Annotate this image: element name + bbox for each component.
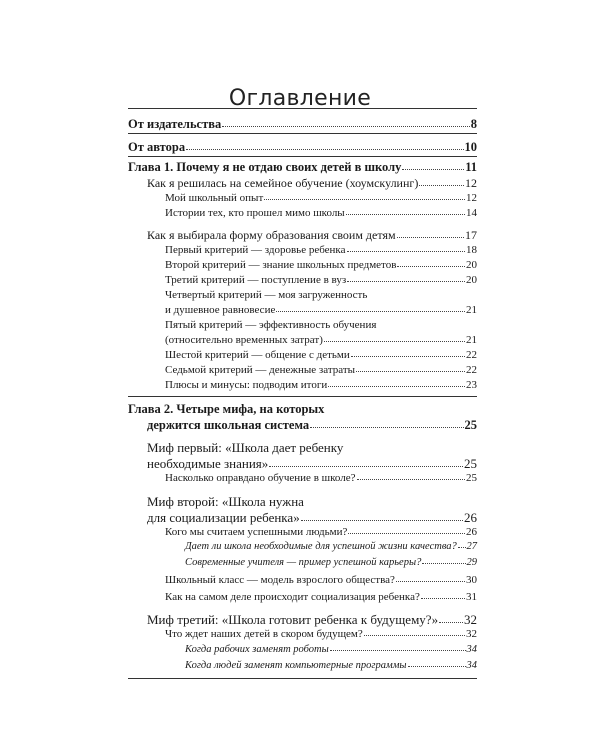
dot-leader — [364, 634, 465, 636]
toc-label: Современные учителя — пример успешной карьеры? — [185, 557, 422, 568]
toc-page-number: 29 — [466, 557, 477, 568]
toc-entry-myth — [147, 511, 477, 524]
dot-leader — [301, 519, 463, 521]
toc-page-number: 12 — [465, 176, 477, 190]
toc-page-number: 31 — [466, 591, 477, 603]
toc-label: Второй критерий — знание школьных предметов — [165, 259, 397, 271]
dot-leader — [397, 265, 465, 267]
toc-label: Глава 1. Почему я не отдаю своих детей в школу — [128, 160, 402, 174]
page-title: Оглавление — [228, 86, 372, 111]
toc-entry-section — [165, 575, 477, 586]
bottom-rule — [128, 678, 477, 679]
toc-page-number: 26 — [464, 510, 477, 525]
toc-entry-subsection — [165, 380, 477, 391]
toc-entry-chapter-2 — [147, 419, 477, 432]
toc-page-number: 14 — [466, 207, 477, 219]
toc-label: Седьмой критерий — денежные затраты — [165, 364, 356, 376]
toc-entry-subsection — [165, 208, 477, 219]
toc-entry-publisher — [128, 118, 477, 131]
dot-leader — [346, 213, 465, 215]
dot-leader — [348, 532, 465, 534]
toc-entry-section — [165, 592, 477, 603]
toc-page-number: 10 — [464, 140, 477, 154]
dot-leader — [421, 597, 465, 599]
toc-label: Истории тех, кто прошел мимо школы — [165, 207, 345, 219]
toc-entry-chapter-1 — [128, 161, 477, 174]
toc-entry-subsection — [165, 275, 477, 286]
toc-page-number: 8 — [470, 117, 477, 131]
dot-leader — [356, 370, 465, 372]
toc-entry-line: Пятый критерий — эффективность обучения — [165, 319, 377, 331]
dot-leader — [402, 168, 464, 170]
toc-entry-line: Миф второй: «Школа нужна — [147, 494, 304, 509]
toc-entry-subsection — [185, 542, 477, 553]
dot-leader — [186, 148, 463, 150]
toc-page-number: 30 — [466, 574, 477, 586]
toc-page-number: 12 — [466, 192, 477, 204]
toc-entry-subsection — [165, 305, 477, 316]
dot-leader — [397, 236, 464, 238]
toc-entry-section — [165, 629, 477, 640]
dot-leader — [408, 665, 466, 667]
toc-label: Кого мы считаем успешными людьми? — [165, 526, 348, 538]
dot-leader — [222, 125, 470, 127]
dot-leader — [357, 478, 465, 480]
toc-page-number: 22 — [466, 364, 477, 376]
toc-entry-subsection — [165, 365, 477, 376]
section-rule — [128, 133, 477, 134]
toc-entry-subsection — [165, 193, 477, 204]
toc-entry-section — [165, 527, 477, 538]
toc-label: Миф третий: «Школа готовит ребенка к будущему?» — [147, 612, 439, 627]
toc-label: От автора — [128, 140, 186, 154]
toc-page-number: 32 — [466, 628, 477, 640]
toc-entry-section — [147, 177, 477, 189]
toc-page-number: 21 — [466, 304, 477, 316]
toc-label: Дает ли школа необходимые для успешной жизни качества? — [185, 541, 457, 552]
dot-leader — [276, 310, 465, 312]
toc-entry-line: Четвертый критерий — моя загруженность — [165, 289, 368, 301]
toc-entry-section — [165, 473, 477, 484]
toc-page-number: 25 — [464, 456, 477, 471]
dot-leader — [347, 250, 466, 252]
toc-label: Как я выбирала форму образования своим детям — [147, 228, 396, 242]
dot-leader — [422, 562, 465, 564]
toc-page-number: 26 — [466, 526, 477, 538]
toc-entry-myth — [147, 457, 477, 470]
toc-label: Как я решилась на семейное обучение (хоумскулинг) — [147, 176, 419, 190]
toc-page-number: 20 — [466, 274, 477, 286]
section-rule — [128, 396, 477, 397]
toc-entry-line: Миф первый: «Школа дает ребенку — [147, 440, 344, 455]
toc-label: Насколько оправдано обучение в школе? — [165, 472, 356, 484]
toc-page-number: 18 — [466, 244, 477, 256]
toc-label: Когда рабочих заменят роботы — [185, 644, 329, 655]
toc-entry-subsection — [185, 558, 477, 569]
toc-label: держится школьная система — [147, 418, 310, 432]
section-rule — [128, 156, 477, 157]
toc-page-number: 22 — [466, 349, 477, 361]
toc-label: Первый критерий — здоровье ребенка — [165, 244, 346, 256]
toc-page-number: 20 — [466, 259, 477, 271]
toc-label: Когда людей заменят компьютерные программы — [185, 660, 407, 671]
dot-leader — [324, 340, 465, 342]
toc-page-number: 34 — [466, 644, 477, 655]
toc-page-number: 25 — [466, 472, 477, 484]
toc-label: и душевное равновесие — [165, 304, 276, 316]
toc-entry-subsection — [165, 260, 477, 271]
dot-leader — [330, 649, 466, 651]
toc-page-number: 34 — [466, 660, 477, 671]
toc-label: Плюсы и минусы: подводим итоги — [165, 379, 328, 391]
dot-leader — [439, 621, 463, 623]
toc-label: Что ждет наших детей в скором будущем? — [165, 628, 363, 640]
toc-entry-subsection — [165, 245, 477, 256]
toc-label: (относительно временных затрат) — [165, 334, 323, 346]
toc-page-number: 25 — [464, 418, 477, 432]
toc-entry-line: Глава 2. Четыре мифа, на которых — [128, 402, 325, 416]
toc-entry-myth — [147, 613, 477, 626]
dot-leader — [347, 280, 465, 282]
toc-label: Школьный класс — модель взрослого общества? — [165, 574, 395, 586]
dot-leader — [458, 546, 466, 548]
toc-entry-section — [147, 229, 477, 241]
dot-leader — [269, 465, 463, 467]
toc-label: Как на самом деле происходит социализация ребенка? — [165, 591, 420, 603]
toc-label: Третий критерий — поступление в вуз — [165, 274, 347, 286]
toc-page-number: 27 — [466, 541, 477, 552]
dot-leader — [310, 426, 463, 428]
dot-leader — [264, 198, 465, 200]
toc-label: Шестой критерий — общение с детьми — [165, 349, 350, 361]
toc-entry-author — [128, 141, 477, 154]
toc-page-number: 21 — [466, 334, 477, 346]
toc-entry-subsection — [165, 335, 477, 346]
dot-leader — [396, 580, 465, 582]
toc-page-number: 23 — [466, 379, 477, 391]
toc-page-number: 17 — [465, 228, 477, 242]
toc-entry-subsection — [185, 661, 477, 672]
toc-label: Мой школьный опыт — [165, 192, 264, 204]
dot-leader — [419, 184, 464, 186]
toc-label: От издательства — [128, 117, 222, 131]
toc-label: необходимые знания» — [147, 456, 269, 471]
top-rule — [128, 108, 477, 109]
toc-page-number: 32 — [464, 612, 477, 627]
dot-leader — [351, 355, 465, 357]
dot-leader — [328, 385, 465, 387]
toc-page-number: 11 — [465, 160, 477, 174]
toc-entry-subsection — [165, 350, 477, 361]
toc-entry-subsection — [185, 645, 477, 656]
toc-label: для социализации ребенка» — [147, 510, 300, 525]
